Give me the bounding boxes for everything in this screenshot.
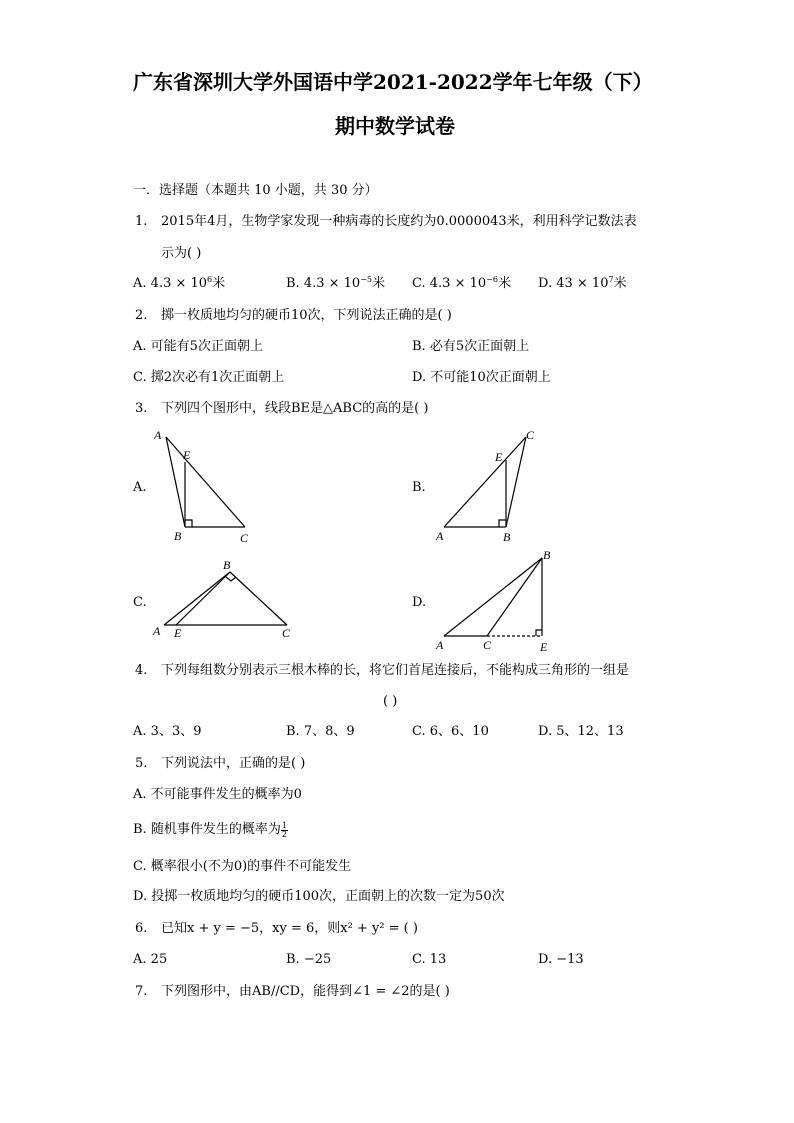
q3b-point-c: C bbox=[526, 428, 535, 442]
q3b-point-a: A bbox=[436, 529, 444, 543]
q2-option-a: A. 可能有5次正面朝上 bbox=[133, 339, 263, 354]
q5-option-a: A. 不可能事件发生的概率为0 bbox=[133, 787, 302, 802]
exam-title-line2: 期中数学试卷 bbox=[335, 114, 455, 138]
q2-option-b: B. 必有5次正面朝上 bbox=[412, 339, 530, 354]
q1-option-c: C. $4.3 \times 10^{-6}$米 bbox=[412, 275, 511, 291]
q3-option-b-label: B. bbox=[412, 480, 426, 495]
q3d-point-a: A bbox=[436, 638, 444, 652]
q5-text: 下列说法中，正确的是( ) bbox=[161, 756, 306, 771]
section-heading: 一．选择题（本题共 10 小题，共 30 分） bbox=[133, 183, 378, 198]
q3d-point-e: E bbox=[540, 640, 548, 654]
q3-option-d-label: D. bbox=[412, 595, 427, 610]
q4-paren: ( ) bbox=[383, 694, 398, 709]
q4-text: 下列每组数分别表示三根木棒的长，将它们首尾连接后，不能构成三角形的一组是 bbox=[161, 663, 630, 678]
q5-fraction: $\frac{1}{2}$ bbox=[281, 821, 287, 839]
q3c-point-e: E bbox=[174, 626, 182, 640]
q3b-point-e: E bbox=[495, 450, 503, 464]
q3-number: 3. bbox=[135, 401, 148, 416]
q6-text: 已知x + y = −5，xy = 6，则x² + y² = ( ) bbox=[161, 921, 418, 936]
q3-figure-a bbox=[150, 425, 260, 547]
q3a-point-c: C bbox=[240, 531, 249, 545]
q4-option-a: A. 3、3、9 bbox=[133, 724, 202, 739]
q3b-point-b: B bbox=[503, 530, 511, 544]
q2-text: 掷一枚质地均匀的硬币10次，下列说法正确的是( ) bbox=[161, 308, 452, 323]
q6-option-c: C. 13 bbox=[412, 952, 447, 967]
q6-number: 6. bbox=[135, 921, 148, 936]
q4-number: 4. bbox=[135, 663, 148, 678]
exam-title-line1: 广东省深圳大学外国语中学2021-2022学年七年级（下） bbox=[133, 70, 653, 94]
q1-number: 1. bbox=[135, 214, 148, 229]
q4-option-d: D. 5、12、13 bbox=[538, 724, 624, 739]
q3-figure-b bbox=[430, 425, 550, 547]
q1-text-line2: 示为( ) bbox=[161, 246, 202, 261]
q6-option-a: A. 25 bbox=[133, 952, 168, 967]
q2-number: 2. bbox=[135, 308, 148, 323]
q5-number: 5. bbox=[135, 756, 148, 771]
q3-option-c-label: C. bbox=[133, 595, 147, 610]
q6-option-b: B. −25 bbox=[286, 952, 332, 967]
q3-figure-c bbox=[150, 555, 310, 645]
q3a-point-a: A bbox=[154, 428, 162, 442]
q1-option-d: D. $43 \times 10^7$米 bbox=[538, 275, 627, 291]
q3d-point-b: B bbox=[543, 548, 551, 562]
q3-figure-d bbox=[430, 545, 565, 655]
q5-option-d: D. 投掷一枚质地均匀的硬币100次，正面朝上的次数一定为50次 bbox=[133, 889, 505, 904]
q7-number: 7. bbox=[135, 984, 148, 999]
q3a-point-e: E bbox=[183, 448, 191, 462]
q4-option-b: B. 7、8、9 bbox=[286, 724, 355, 739]
q7-text: 下列图形中，由AB//CD，能得到∠1 = ∠2的是( ) bbox=[161, 984, 450, 999]
q3c-point-c: C bbox=[282, 626, 291, 640]
q3a-point-b: B bbox=[174, 529, 182, 543]
q6-option-d: D. −13 bbox=[538, 952, 584, 967]
q2-option-d: D. 不可能10次正面朝上 bbox=[412, 370, 551, 385]
q3c-point-a: A bbox=[153, 624, 161, 638]
q4-option-c: C. 6、6、10 bbox=[412, 724, 489, 739]
q3-option-a-label: A. bbox=[133, 480, 147, 495]
q1-option-b: B. $4.3 \times 10^{-5}$米 bbox=[286, 275, 386, 291]
q5-option-c: C. 概率很小(不为0)的事件不可能发生 bbox=[133, 859, 352, 874]
q3c-point-b: B bbox=[223, 558, 231, 572]
q1-option-a: A. $4.3 \times 10^6$米 bbox=[133, 275, 226, 291]
q3-text: 下列四个图形中，线段BE是△ABC的高的是( ) bbox=[161, 401, 429, 416]
q1-text-line1: 2015年4月，生物学家发现一种病毒的长度约为0.0000043米，利用科学记数法表 bbox=[161, 214, 637, 229]
q3d-point-c: C bbox=[483, 638, 492, 652]
q2-option-c: C. 掷2次必有1次正面朝上 bbox=[133, 370, 285, 385]
q5-option-b: B. 随机事件发生的概率为 $\frac{1}{2}$ bbox=[133, 821, 287, 839]
